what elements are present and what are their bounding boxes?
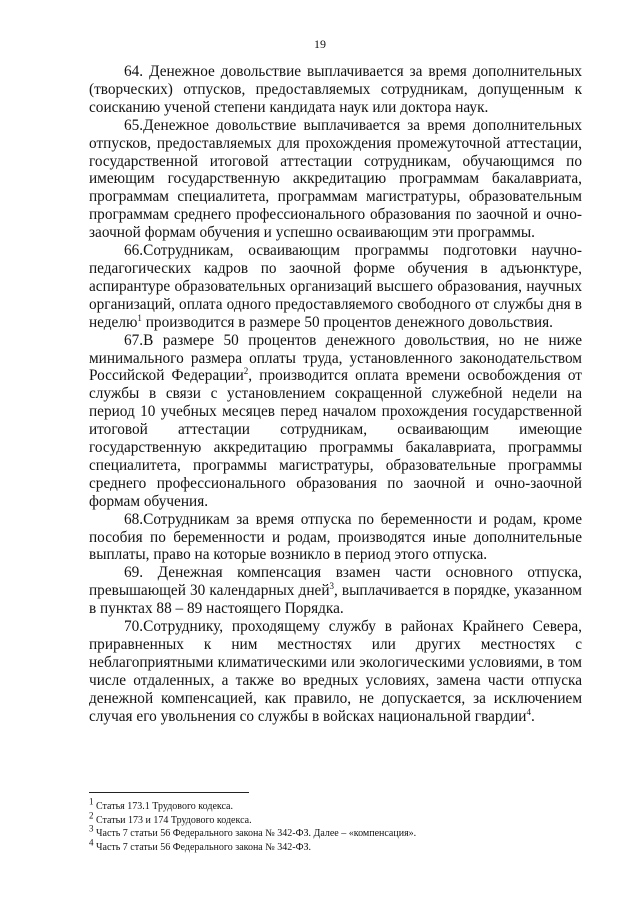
footnote-2 <box>89 810 582 828</box>
paragraph-text: , выплачивается в порядке, указанном в пунктах 88 – 89 настоящего Порядка. <box>89 582 582 618</box>
footnote-reference: 2 <box>243 366 249 377</box>
footnote-text: Часть 7 статьи 56 Федерального закона № 342-ФЗ. Далее – «компенсация». <box>93 828 417 839</box>
footnote-marker: 2 <box>89 810 94 821</box>
paragraph-68 <box>89 511 582 565</box>
footnote-marker: 1 <box>89 796 94 807</box>
footnote-reference: 4 <box>526 706 531 717</box>
paragraph-text: 68.Сотрудникам за время отпуска по беременности и родам, кроме пособия по беременности и родам, производятся иные дополнительные выплаты, право на которые возникло в период этого отпуска. <box>89 510 582 564</box>
document-body <box>89 63 582 726</box>
paragraph-text: . <box>531 707 535 725</box>
footnote-text: Часть 7 статьи 56 Федерального закона № 342-ФЗ. <box>93 841 312 853</box>
paragraph-text: 67.В размере 50 процентов денежного довольствия, но не ниже минимального размера оплаты труда, установленного законодательством Российской Федерации <box>89 331 582 385</box>
paragraph-67 <box>89 332 582 511</box>
footnote-reference: 3 <box>329 581 334 592</box>
page-number: 19 <box>314 37 326 51</box>
footnotes-section <box>89 796 582 854</box>
footnote-text: Статьи 173 и 174 Трудового кодекса. <box>93 814 252 826</box>
paragraph-text: 70.Сотруднику, проходящему службу в районах Крайнего Севера, приравненных к ним местностях или других местностях с неблагоприятными климатическими или экологическими условиями, в том числе отдаленных, а также во вредных условиях, замена части отпуска денежной компенсацией, как правило, не допускается, за исключением случая его увольнения со службы в войсках национальной гвардии <box>89 618 582 725</box>
footnote-4 <box>89 837 582 855</box>
paragraph-text: , производится оплата времени освобождения от службы в связи с установлением сокращенной служебной недели на период 10 учебных месяцев перед началом прохождения государственной итоговой аттестации сотрудникам, осваивающим имеющие государственную аккредитацию программы бакалавриата, программы специалитета, программы магистратуры, образовательные программы среднего профессионального образования по заочной и очно-заочной формам обучения. <box>89 367 582 510</box>
paragraph-69 <box>89 564 582 618</box>
paragraph-65 <box>89 117 582 242</box>
footnote-marker: 3 <box>89 823 94 834</box>
footnote-1 <box>89 796 582 814</box>
paragraph-text: 66.Сотрудникам, осваивающим программы подготовки научно-педагогических кадров по заочной форме обучения в адъюнктуре, аспирантуре образовательных организаций высшего образования, научных организаций, оплата одного предоставляемого свободного от службы дня в неделю <box>89 242 582 331</box>
paragraph-70 <box>89 618 582 725</box>
footnote-divider <box>89 792 249 793</box>
paragraph-text: 69. Денежная компенсация взамен части основного отпуска, превышающей 30 календарных дней <box>89 564 582 600</box>
paragraph-text: 64. Денежное довольствие выплачивается за время дополнительных (творческих) отпусков, предоставляемых сотрудникам, допущенным к соисканию ученой степени кандидата наук или доктора наук. <box>89 63 582 116</box>
footnote-reference: 1 <box>137 312 142 323</box>
footnote-marker: 4 <box>89 837 94 848</box>
footnote-3 <box>89 823 582 841</box>
paragraph-64 <box>89 63 582 117</box>
footnote-text: Статья 173.1 Трудового кодекса. <box>93 801 233 812</box>
paragraph-text: 65.Денежное довольствие выплачивается за время дополнительных отпусков, предоставляемых для прохождения промежуточной аттестации, государственной итоговой аттестации сотрудникам, обучающимся по имеющим государственную аккредитацию программам бакалавриата, программам специалитета, программам магистратуры, образовательным программам среднего профессионального образования по заочной и очно-заочной формам обучения и успешно осваивающим эти программы. <box>89 116 582 242</box>
paragraph-text: производится в размере 50 процентов денежного довольствия. <box>141 313 553 331</box>
paragraph-66 <box>89 242 582 332</box>
